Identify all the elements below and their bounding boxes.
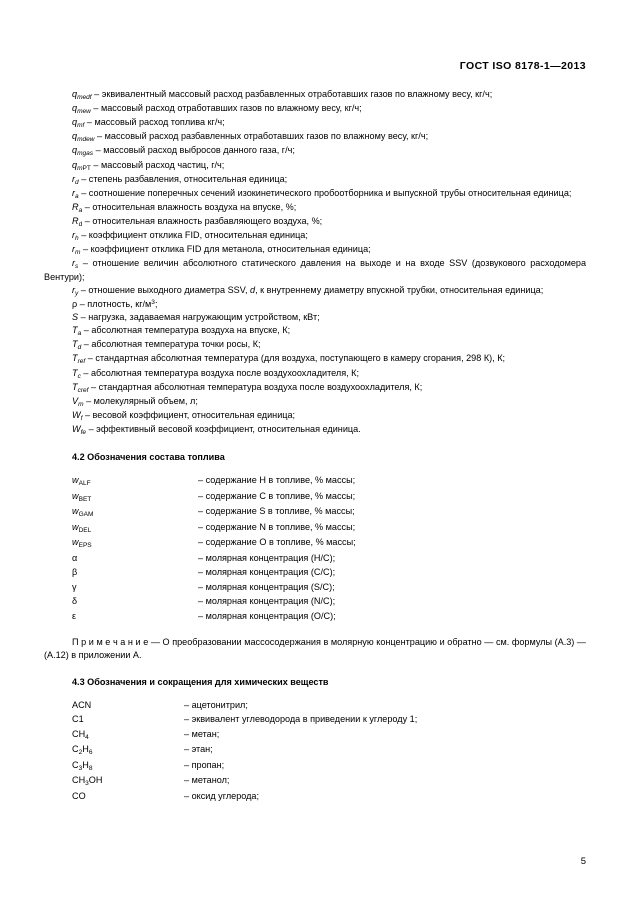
table-row [72,699,572,713]
description-cell: – ацетонитрил; [184,699,248,710]
section-heading-4-2: 4.2 Обозначения состава топлива [72,452,225,463]
definition-item: $r_s$ – отношение величин абсолютного статического давления на выходе и на входе SSV (дозвукового расходомера Вентури); [44,258,586,283]
description-cell: – молярная концентрация (Н/С); [198,553,336,564]
table-row [72,610,572,624]
description-cell: – содержание С в топливе, % массы; [198,490,356,501]
description-cell: – оксид углерода; [184,791,260,802]
description-cell: – содержание S в топливе, % массы; [198,506,355,517]
abbr-cell: C1 [72,714,84,725]
description-cell: – молярная концентрация (О/С); [198,610,336,621]
table-row [72,566,572,580]
definition-item: $q_{mdew}$ – массовый расход разбавленных отработавших газов по влажному весу, кг/ч; [72,131,429,144]
definition-item: $q_{mgas}$ – массовый расход выбросов данного газа, г/ч; [72,145,295,158]
table-row [72,728,572,744]
abbr-cell: $C_3H_8$ [72,759,93,772]
table-row [72,536,572,552]
definitions-list [44,88,586,804]
abbr-cell: CO [72,791,86,802]
table-row [72,521,572,537]
symbol-cell: $w_{DEL}$ [72,521,92,534]
page-number: 5 [580,856,586,867]
definition-item: $r_a$ – соотношение поперечных сечений изокинетического пробоотборника и выпускной трубы относительная единица; [72,187,572,200]
symbol-cell: $w_{GAM}$ [72,506,94,519]
description-cell: – содержание О в топливе, % массы; [198,537,356,548]
symbol-cell: δ [72,596,78,607]
abbr-cell: $C_2H_6$ [72,744,93,757]
page-header: ГОСТ ISO 8178-1—2013 [459,60,586,72]
description-cell: – эквивалент углеводорода в приведении к углероду 1; [184,714,418,725]
description-cell: – молярная концентрация (S/С); [198,581,335,592]
definition-item: $T_d$ – абсолютная температура точки росы, К; [72,339,261,352]
symbol-cell: $w_{EPS}$ [72,537,92,550]
definition-item: $W_f$ – весовой коэффициент, относительная единица; [72,409,296,422]
definition-item: $R_d$ – относительная влажность разбавляющего воздуха, %; [72,215,323,228]
table-row [72,474,572,490]
symbol-cell: β [72,567,78,578]
symbol-cell: $w_{BET}$ [72,490,92,503]
table-row [72,595,572,609]
abbr-cell: $CH_3OH$ [72,775,103,788]
definition-item: $q_{mew}$ – массовый расход отработавших газов по влажному весу, кг/ч; [72,103,362,115]
definition-item: $r_h$ – коэффициент отклика FID, относительная единица; [72,230,308,242]
table-row [72,743,572,759]
table-row [72,790,572,804]
abbr-cell: $CH_4$ [72,728,89,741]
table-row [72,552,572,566]
section-heading-4-3: 4.3 Обозначения и сокращения для химических веществ [72,676,329,687]
description-cell: – метан; [184,728,220,739]
definition-item: $V_m$ – молекулярный объем, л; [72,395,198,408]
description-cell: – молярная концентрация (С/С); [198,567,336,578]
table-row [72,505,572,521]
table-row [72,490,572,506]
definition-item: $r_d$ – степень разбавления, относительная единица; [72,173,288,186]
definition-item: S – нагрузка, задаваемая нагружающим устройством, кВт; [72,312,320,323]
symbol-cell: ε [72,610,77,621]
definition-item: ρ – плотность, $кг/м^3$; [72,299,158,310]
fuel-composition-table [72,474,572,624]
abbr-cell: ACN [72,699,92,710]
table-row [72,759,572,775]
definition-item: $W_{fe}$ – эффективный весовой коэффициент, относительная единица. [72,424,361,436]
definition-item: $T_{cref}$ – стандартная абсолютная температура воздуха после воздухоохладителя, К; [72,381,423,394]
definition-item: $T_{ref}$ – стандартная абсолютная температура (для воздуха, поступающего в камеру сгорания, 298 К), К; [72,353,506,366]
chemical-abbreviations-table [72,699,572,805]
table-row [72,713,572,727]
description-cell: – содержание Н в топливе, % массы; [198,475,356,486]
definition-item: $q_{medf}$ – эквивалентный массовый расход разбавленных отработавших газов по влажному весу, кг/ч; [72,89,493,101]
description-cell: – содержание N в топливе, % массы; [198,521,356,532]
description-cell: – метанол; [184,775,230,786]
definition-item: $R_a$ – относительная влажность воздуха на впуске, %; [72,201,297,214]
definition-item: $T_a$ – абсолютная температура воздуха на впуске, К; [72,325,291,338]
definition-item: $q_{mf}$ – массовый расход топлива кг/ч; [72,117,225,130]
note-paragraph: П р и м е ч а н и е — О преобразовании массосодержания в молярную концентрацию и обратно — см. формулы (А.3) — (А.12) в приложении А. [44,637,586,661]
description-cell: – пропан; [184,759,225,770]
table-row [72,581,572,595]
definition-item: $r_у$ – отношение выходного диаметра SSV, d, к внутреннему диаметру впускной трубки, относительная единица; [72,285,544,298]
symbol-cell: α [72,553,78,564]
symbol-cell: $w_{ALF}$ [72,475,91,487]
definition-item: $q_{mPT}$ – массовый расход частиц, г/ч; [72,159,225,172]
table-row [72,774,572,790]
definition-item: $T_c$ – абсолютная температура воздуха после воздухоохладителя, К; [72,367,360,380]
description-cell: – молярная концентрация (N/С); [198,596,336,607]
definition-item: $r_m$ – коэффициент отклика FID для метанола, относительная единица; [72,244,371,257]
symbol-cell: γ [72,581,77,592]
description-cell: – этан; [184,744,213,755]
